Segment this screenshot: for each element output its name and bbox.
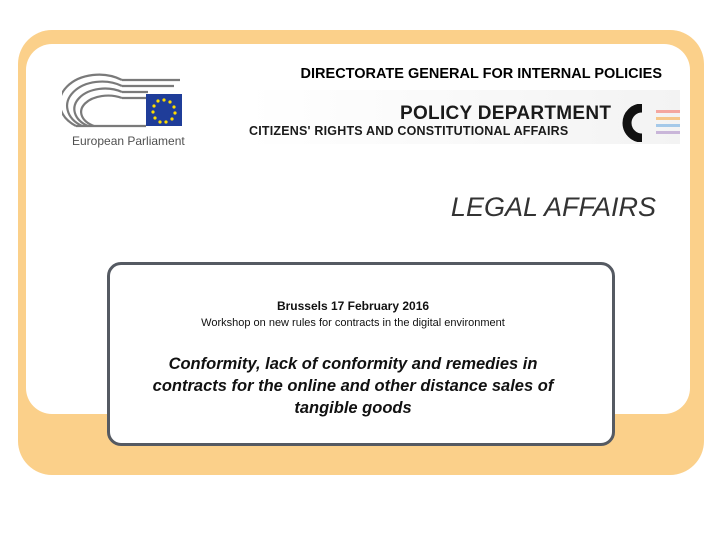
content-box xyxy=(107,262,615,446)
workshop-title: Workshop on new rules for contracts in the digital environment xyxy=(201,317,505,329)
policy-department-subtitle: CITIZENS' RIGHTS AND CONSTITUTIONAL AFFAIRS xyxy=(249,124,569,138)
policy-department-c-logo xyxy=(618,104,682,142)
directorate-title: DIRECTORATE GENERAL FOR INTERNAL POLICIES xyxy=(300,66,662,82)
section-title: LEGAL AFFAIRS xyxy=(450,192,656,222)
presentation-heading: Conformity, lack of conformity and remedies in contracts for the online and other distance sales of tangible goods xyxy=(152,355,554,417)
policy-department-title: POLICY DEPARTMENT xyxy=(400,103,612,124)
european-parliament-label: European Parliament xyxy=(72,134,185,148)
event-date: Brussels 17 February 2016 xyxy=(276,299,430,313)
